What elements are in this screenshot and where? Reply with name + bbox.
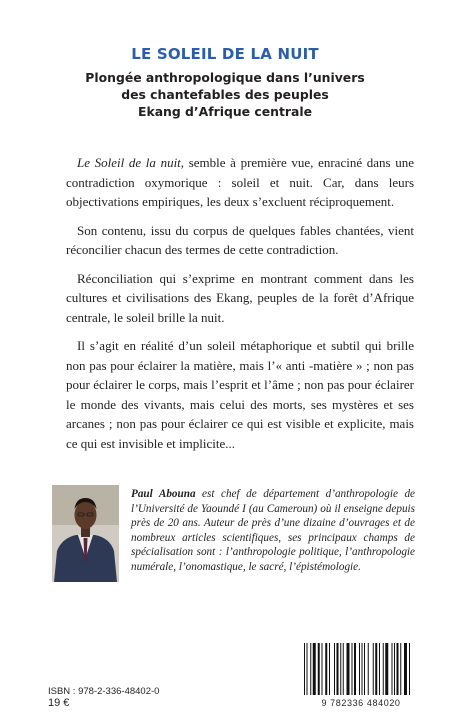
barcode-bar [379,643,380,695]
author-bio-text: est chef de département d’anthropologie de l’Université de Yaoundé I (au Cameroun) où il enseigne depuis près de 20 ans. Auteur de près d’une dizaine d’ouvrages et de nombreux articles scientifiques, ses principaux champs de spécialisation sont : l’anthropologie politique, l’anthropologie numérale, l’onomastique, le sacré, l’épistémologie. [131,488,415,573]
barcode-bar [307,643,308,695]
barcode-bar [334,643,335,695]
barcode-bar [329,643,330,695]
barcode-bar [364,643,365,695]
barcode-bar [313,643,316,695]
barcode-bar [383,643,384,695]
barcode-bar [394,643,395,695]
subtitle-line: Plongée anthropologique dans l’univers [85,70,365,85]
barcode-bar [337,643,339,695]
barcode-bar [397,643,399,695]
barcode-bar [362,643,363,695]
blurb-paragraph [66,153,414,212]
isbn-number: ISBN : 978-2-336-48402-0 [48,686,160,697]
barcode-bar [375,643,377,695]
blurb-paragraph: Réconciliation qui s’exprime en montrant comment dans les cultures et civilisations des Ekang, peuples de la forêt d’Afrique centrale, le soleil brille la nuit. [66,270,414,325]
blurb-paragraph: Il s’agit en réalité d’un soleil métaphorique et subtil qui brille non pas pour éclairer la matière, mais l’« anti -matière » ; non pas pour éclairer le corps, mais l’esprit et l’âme ; non pas pour éclairer le monde des vivants, mais celui des morts, ses mystères et ses arcanes ; non pas pour éclairer ce qui est visible et explicite, mais ce qui est invisible et implicite... [66,338,414,451]
book-subtitle [0,69,450,120]
barcode-bar [352,643,353,695]
author-bio [131,487,415,575]
subtitle-line: des chantefables des peuples [121,87,329,102]
barcode-bar [368,643,369,695]
author-photo [52,485,119,582]
barcode-bar [343,643,344,695]
barcode-bar [340,643,341,695]
barcode-bar [359,643,360,695]
barcode-bar [392,643,393,695]
author-name: Paul Abouna [131,488,196,500]
barcode-bar [404,643,407,695]
barcode-bar [354,643,356,695]
book-title-italic: Le Soleil de la nuit [77,155,181,170]
barcode-bar [325,643,327,695]
barcode-digits: 9 782336 484020 [321,698,401,708]
blurb-paragraph: Son contenu, issu du corpus de quelques fables chantées, vient réconcilier chacun des termes de cette contradiction. [66,222,414,257]
barcode-bar [304,643,305,695]
book-title: LE SOLEIL DE LA NUIT [131,45,319,63]
barcode-bar [310,643,311,695]
paragraph-text: , semble à première vue, enraciné dans une contradiction oxymorique : soleil et nuit. Car, dans leurs objectivations empiriques, les deux s’excluent réciproquement. [66,155,414,209]
barcode-bar [373,643,374,695]
barcode-bar [409,643,410,695]
back-cover-blurb [66,153,414,462]
barcode-bar [347,643,350,695]
barcode-bar [385,643,388,695]
subtitle-line: Ekang d’Afrique centrale [137,104,312,119]
price-label: 19 € [48,697,70,709]
barcode-bar [400,643,401,695]
barcode-bar [322,643,323,695]
barcode-bar [318,643,320,695]
